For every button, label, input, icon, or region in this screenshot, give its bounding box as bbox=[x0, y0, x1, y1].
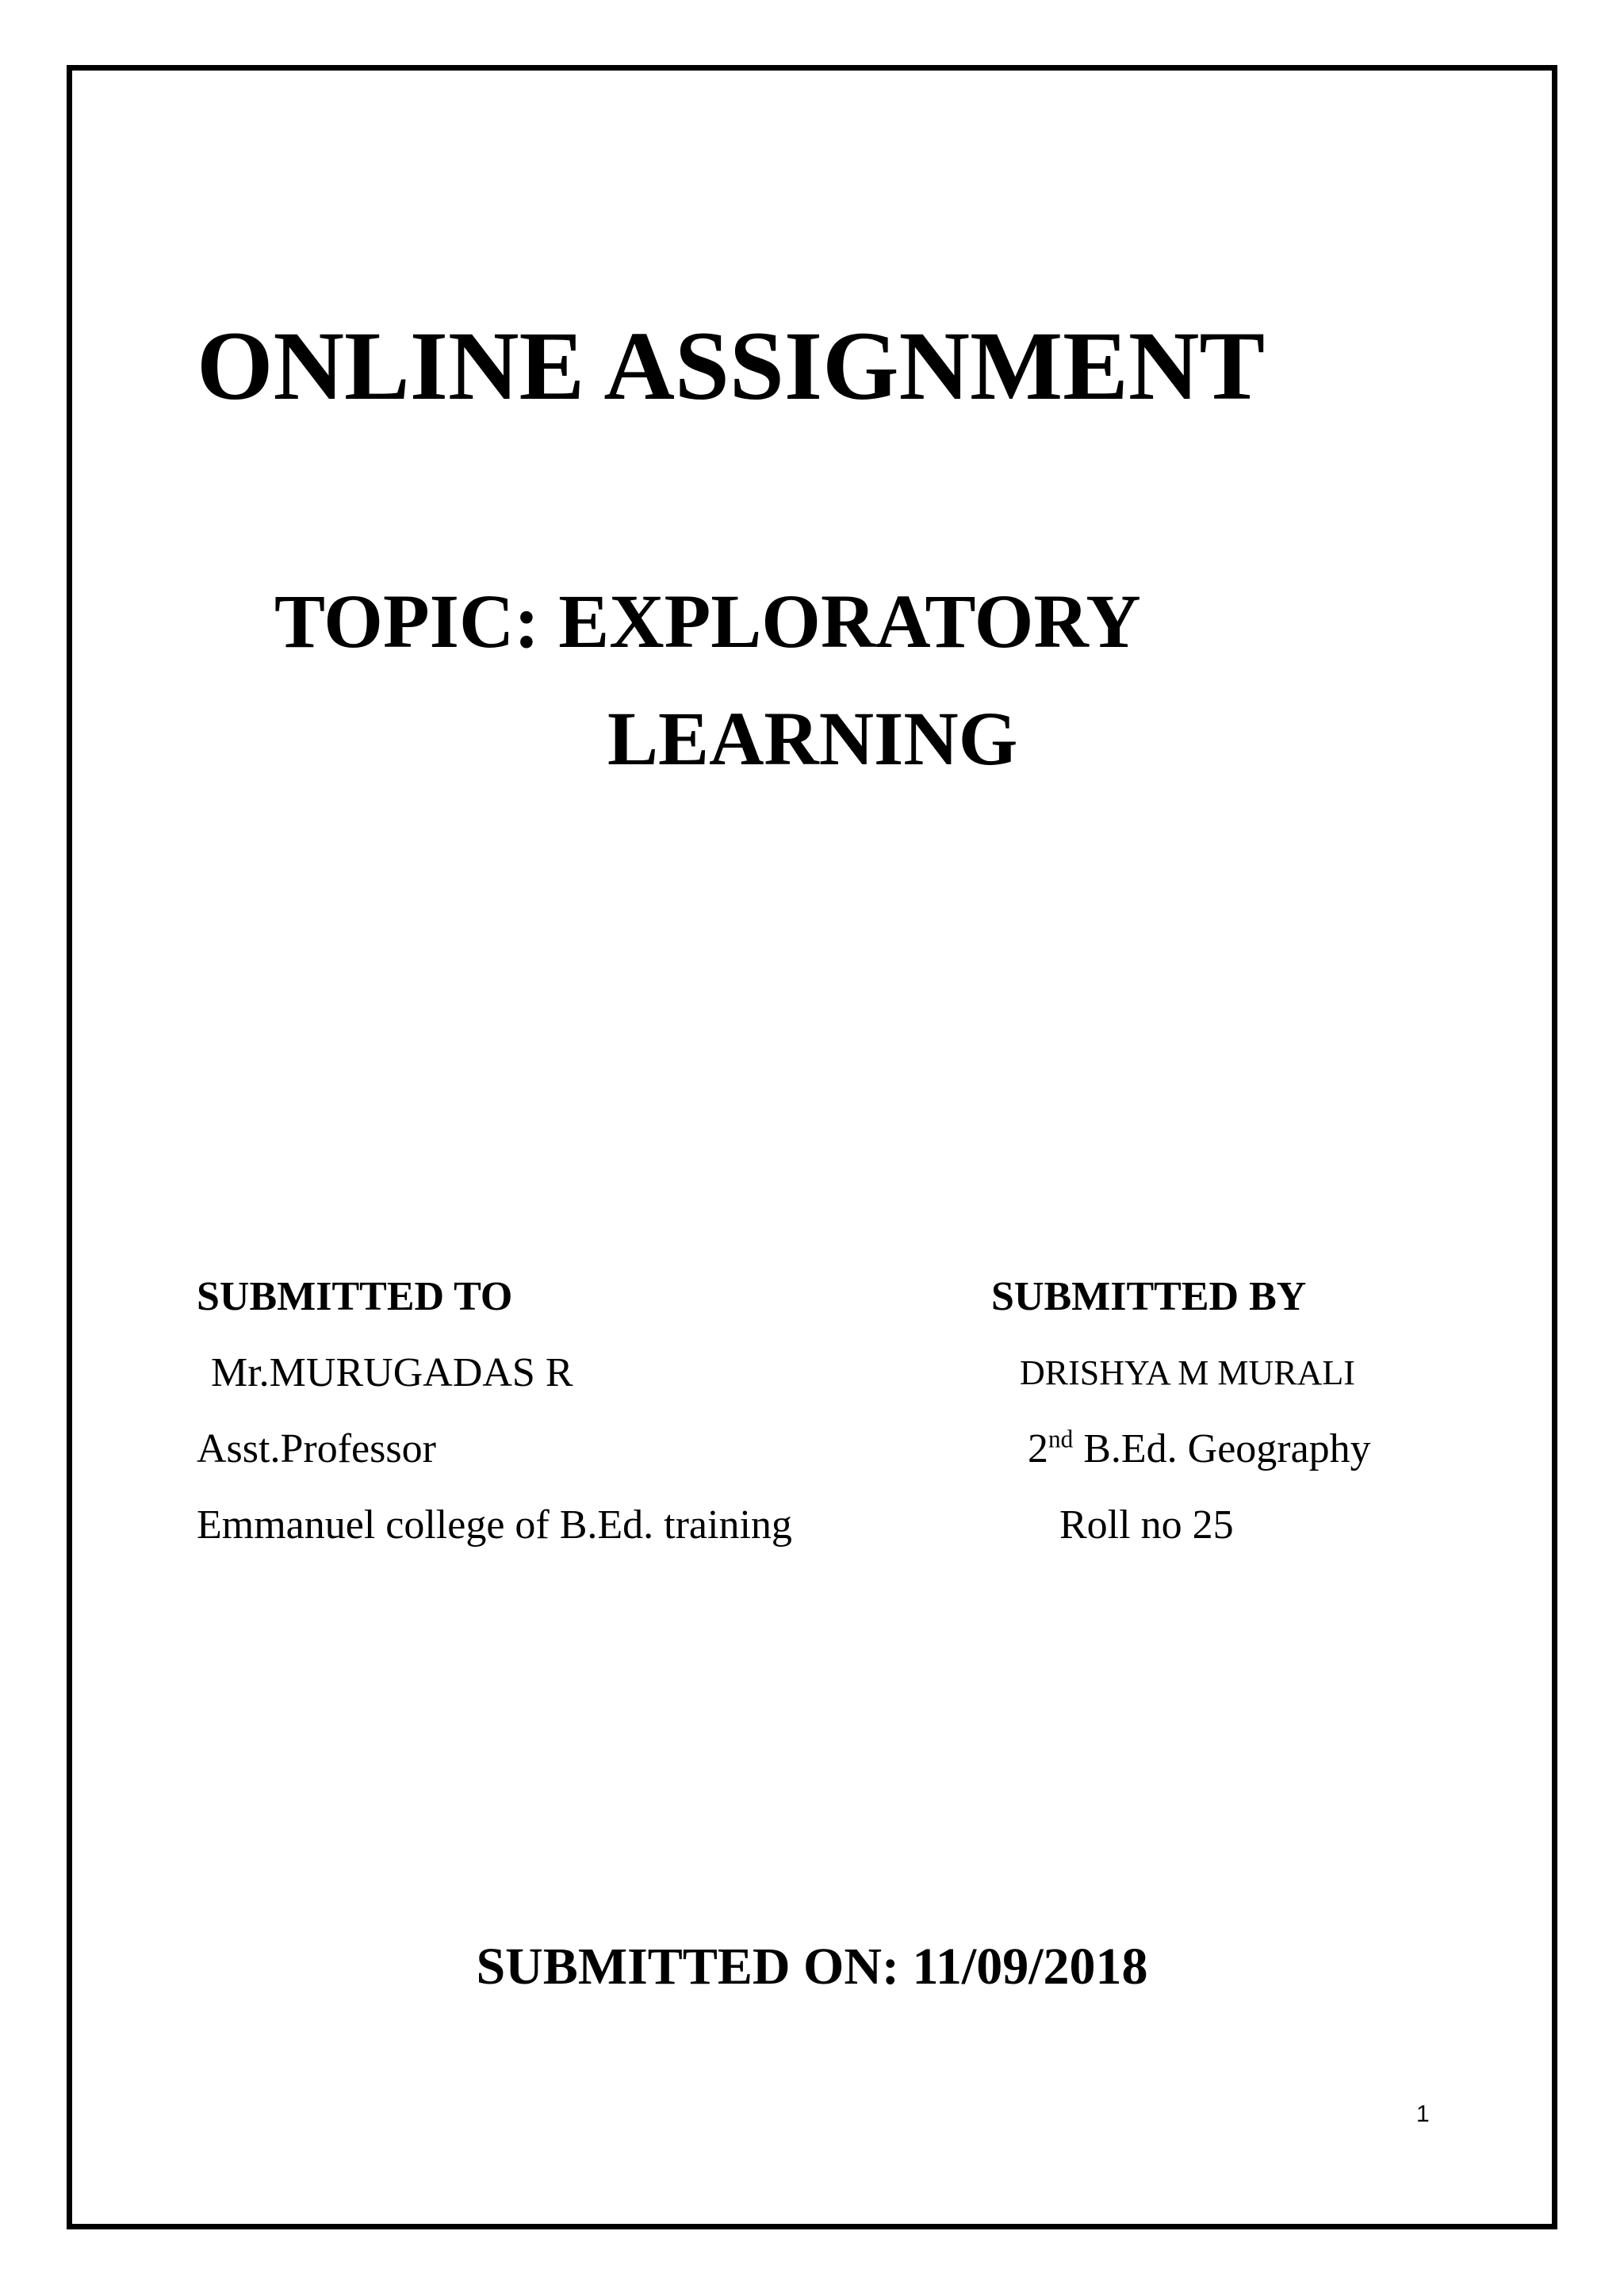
submitted-by-course bbox=[1028, 1425, 1371, 1471]
submitted-by-name: DRISHYA M MURALI bbox=[1020, 1353, 1355, 1392]
submitted-to-designation: Asst.Professor bbox=[197, 1426, 436, 1471]
page-number: 1 bbox=[1416, 2101, 1430, 2127]
submitted-to-institution: Emmanuel college of B.Ed. training bbox=[197, 1502, 792, 1548]
year-number: 2 bbox=[1028, 1426, 1048, 1471]
page-title: ONLINE ASSIGNMENT bbox=[197, 312, 1266, 420]
course-name: B.Ed. Geography bbox=[1073, 1426, 1371, 1471]
submitted-by-roll: Roll no 25 bbox=[1059, 1502, 1234, 1548]
topic-heading: TOPIC: EXPLORATORY bbox=[274, 579, 1141, 664]
year-suffix: nd bbox=[1048, 1425, 1074, 1453]
submission-date: SUBMITTED ON: 11/09/2018 bbox=[476, 1938, 1148, 1996]
submitted-to-heading: SUBMITTED TO bbox=[197, 1274, 513, 1319]
submitted-by-heading: SUBMITTED BY bbox=[991, 1274, 1307, 1319]
topic-heading-continued: LEARNING bbox=[607, 696, 1018, 781]
submitted-to-name: Mr.MURUGADAS R bbox=[211, 1350, 573, 1395]
